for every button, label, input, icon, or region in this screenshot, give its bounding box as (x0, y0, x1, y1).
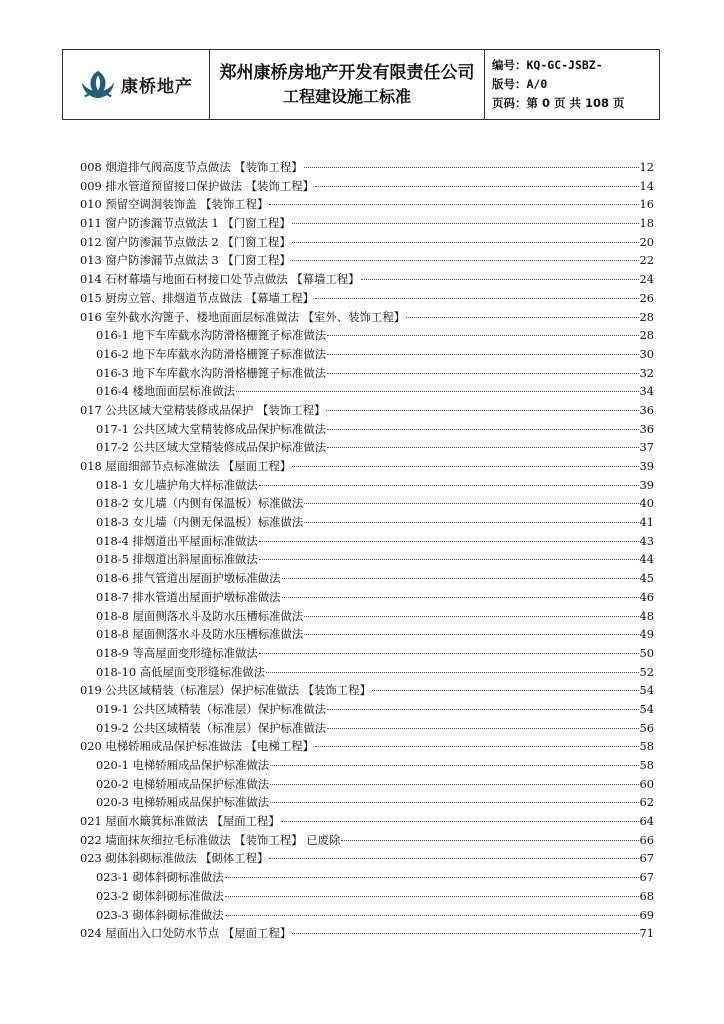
toc-entry-page: 37 (639, 440, 654, 455)
toc-leader-dots (372, 690, 639, 691)
toc-leader-dots (327, 429, 638, 430)
toc-entry[interactable] (80, 439, 654, 458)
toc-entry[interactable] (80, 234, 654, 253)
header-title-block (210, 50, 485, 119)
toc-leader-dots (270, 802, 638, 803)
toc-entry[interactable] (80, 907, 654, 926)
toc-entry-title: 024 屋面出入口处防水节点 【屋面工程】 (80, 926, 292, 941)
toc-entry[interactable] (80, 290, 654, 309)
toc-entry[interactable] (80, 738, 654, 757)
toc-entry[interactable] (80, 159, 654, 178)
toc-entry-page: 36 (639, 421, 654, 436)
toc-entry-page: 12 (639, 160, 654, 174)
toc-entry-title: 011 窗户防渗漏节点做法 1 【门窗工程】 (80, 216, 291, 231)
toc-entry-page: 22 (639, 253, 654, 268)
toc-entry[interactable] (80, 533, 654, 552)
toc-entry-page: 58 (639, 758, 654, 772)
toc-entry-page: 49 (639, 627, 654, 642)
toc-entry-page: 44 (639, 552, 654, 567)
toc-entry-title: 020-2 电梯轿厢成品保护标准做法 (96, 776, 270, 791)
toc-entry-title: 018-10 高低屋面变形缝标准做法 (96, 664, 266, 679)
toc-entry[interactable] (80, 832, 654, 851)
toc-entry[interactable] (80, 421, 654, 440)
version-value: A/0 (526, 77, 548, 91)
toc-entry[interactable] (80, 888, 654, 907)
kangqiao-logo-icon (79, 68, 117, 102)
toc-entry-page: 69 (639, 907, 654, 922)
toc-leader-dots (327, 354, 638, 355)
toc-entry[interactable] (80, 664, 654, 683)
toc-leader-dots (326, 410, 638, 411)
toc-entry[interactable] (80, 682, 654, 701)
toc-leader-dots (361, 279, 639, 280)
toc-entry-page: 50 (639, 645, 654, 660)
toc-leader-dots (327, 709, 638, 710)
toc-leader-dots (225, 915, 639, 916)
toc-entry-page: 52 (639, 664, 654, 679)
toc-entry-page: 16 (639, 197, 654, 212)
toc-entry[interactable] (80, 458, 654, 477)
toc-entry-page: 28 (639, 328, 654, 343)
toc-entry-page: 36 (639, 402, 654, 417)
toc-entry-page: 71 (639, 926, 654, 941)
toc-entry-page: 28 (639, 309, 654, 324)
toc-entry-title: 019 公共区域精装（标准层）保护标准做法 【装饰工程】 (80, 683, 371, 698)
document-meta (485, 50, 659, 119)
toc-entry[interactable] (80, 477, 654, 496)
toc-entry-title: 018-8 屋面侧落水斗及防水压槽标准做法 (96, 627, 304, 642)
toc-entry[interactable] (80, 626, 654, 645)
toc-leader-dots (292, 223, 639, 224)
code-value: KQ-GC-JSBZ- (526, 58, 603, 72)
toc-entry[interactable] (80, 383, 654, 402)
toc-entry-page: 67 (639, 851, 654, 866)
toc-entry[interactable] (80, 925, 654, 944)
toc-leader-dots (281, 821, 639, 822)
toc-leader-dots (292, 466, 638, 467)
document-header (62, 49, 660, 120)
toc-leader-dots (315, 186, 638, 187)
toc-entry[interactable] (80, 813, 654, 832)
toc-leader-dots (236, 391, 639, 392)
toc-entry-title: 014 石材幕墙与地面石材接口处节点做法 【幕墙工程】 (80, 272, 360, 287)
toc-entry-page: 45 (639, 571, 654, 586)
toc-entry-title: 023-2 砌体斜砌标准做法 (96, 888, 224, 903)
toc-entry[interactable] (80, 327, 654, 346)
toc-entry-page: 56 (639, 720, 654, 735)
toc-entry-title: 023-3 砌体斜砌标准做法 (96, 907, 224, 922)
toc-entry-title: 017 公共区域大堂精装修成品保护 【装饰工程】 (80, 402, 326, 417)
toc-entry-title: 018-2 女儿墙（内侧有保温板）标准做法 (96, 496, 304, 511)
toc-leader-dots (315, 298, 638, 299)
toc-leader-dots (269, 204, 638, 205)
toc-entry-title: 017-1 公共区域大堂精装修成品保护标准做法 (96, 421, 327, 436)
toc-entry-title: 021 屋面水簸箕标准做法 【屋面工程】 (80, 814, 280, 829)
toc-entry[interactable] (80, 178, 654, 197)
toc-leader-dots (259, 559, 639, 560)
toc-entry-title: 016 室外截水沟篦子、楼地面面层标准做法 【室外、装饰工程】 (80, 309, 406, 324)
toc-leader-dots (304, 522, 638, 523)
toc-entry-page: 39 (639, 477, 654, 492)
toc-entry-page: 46 (639, 589, 654, 604)
toc-entry-title: 018-9 等高屋面变形缝标准做法 (96, 645, 258, 660)
toc-leader-dots (225, 877, 639, 878)
toc-entry[interactable] (80, 514, 654, 533)
toc-entry-page: 68 (639, 888, 654, 903)
toc-entry-page: 14 (639, 178, 654, 193)
toc-entry-page: 40 (639, 496, 654, 511)
toc-entry-page: 64 (639, 814, 654, 829)
toc-entry[interactable] (80, 570, 654, 589)
toc-entry-title: 016-4 楼地面面层标准做法 (96, 384, 235, 399)
toc-entry-title: 016-2 地下车库截水沟防滑格栅篦子标准做法 (96, 346, 327, 361)
logo-text: 康桥地产 (121, 77, 193, 97)
toc-entry[interactable] (80, 215, 654, 234)
toc-entry-title: 018-8 屋面侧落水斗及防水压槽标准做法 (96, 608, 304, 623)
toc-leader-dots (225, 896, 639, 897)
toc-entry-page: 54 (639, 701, 654, 716)
toc-entry[interactable] (80, 608, 654, 627)
toc-entry-title: 012 窗户防渗漏节点做法 2 【门窗工程】 (80, 234, 291, 249)
toc-leader-dots (304, 503, 638, 504)
toc-entry[interactable] (80, 589, 654, 608)
toc-leader-dots (259, 653, 639, 654)
toc-entry-title: 018-3 女儿墙（内侧无保温板）标准做法 (96, 515, 304, 530)
table-of-contents (80, 159, 654, 944)
toc-entry[interactable] (80, 402, 654, 421)
toc-leader-dots (304, 616, 638, 617)
toc-entry[interactable] (80, 757, 654, 776)
toc-entry-page: 58 (639, 739, 654, 754)
toc-leader-dots (327, 728, 638, 729)
toc-entry[interactable] (80, 720, 654, 739)
toc-entry-page: 32 (639, 365, 654, 380)
toc-leader-dots (304, 634, 638, 635)
toc-leader-dots (292, 242, 639, 243)
toc-entry-page: 67 (639, 870, 654, 885)
toc-entry[interactable] (80, 196, 654, 215)
toc-entry-title: 019-1 公共区域精装（标准层）保护标准做法 (96, 701, 327, 716)
toc-entry-title: 009 排水管道预留接口保护做法 【装饰工程】 (80, 178, 315, 193)
toc-leader-dots (406, 317, 638, 318)
toc-leader-dots (327, 373, 638, 374)
toc-entry-page: 62 (639, 795, 654, 810)
toc-leader-dots (266, 672, 638, 673)
toc-entry-page: 48 (639, 608, 654, 623)
toc-entry-title: 018-1 女儿墙护角大样标准做法 (96, 477, 258, 492)
company-logo (63, 50, 210, 119)
toc-leader-dots (259, 541, 639, 542)
toc-entry-page: 26 (639, 290, 654, 305)
toc-leader-dots (341, 840, 638, 841)
toc-entry-page: 39 (639, 459, 654, 473)
toc-leader-dots (292, 260, 639, 261)
company-name: 郑州康桥房地产开发有限责任公司 (219, 62, 475, 83)
toc-entry-title: 020-1 电梯轿厢成品保护标准做法 (96, 758, 270, 772)
toc-entry[interactable] (80, 794, 654, 813)
toc-entry-page: 41 (639, 515, 654, 530)
toc-leader-dots (282, 578, 639, 579)
toc-entry[interactable] (80, 850, 654, 869)
toc-leader-dots (270, 765, 638, 766)
toc-entry[interactable] (80, 309, 654, 328)
toc-entry-page: 66 (639, 832, 654, 847)
document-subtitle: 工程建设施工标准 (282, 86, 411, 106)
toc-entry-title: 020 电梯轿厢成品保护标准做法 【电梯工程】 (80, 739, 315, 754)
toc-entry[interactable] (80, 551, 654, 570)
toc-entry-page: 24 (639, 272, 654, 287)
toc-entry-title: 018-4 排烟道出平屋面标准做法 (96, 533, 258, 548)
version-label: 版号： (492, 77, 527, 91)
code-label: 编号： (492, 58, 527, 72)
toc-entry-page: 43 (639, 533, 654, 548)
toc-entry-title: 013 窗户防渗漏节点做法 3 【门窗工程】 (80, 253, 291, 268)
toc-leader-dots (304, 167, 639, 168)
toc-entry[interactable] (80, 776, 654, 795)
toc-leader-dots (315, 746, 638, 747)
version-line (492, 75, 659, 94)
toc-entry-title: 008 烟道排气阀高度节点做法 【装饰工程】 (80, 160, 303, 174)
toc-entry[interactable] (80, 495, 654, 514)
toc-entry-title: 023 砌体斜砌标准做法 【砌体工程】 (80, 851, 269, 866)
toc-entry-title: 017-2 公共区域大堂精装修成品保护标准做法 (96, 440, 327, 455)
toc-entry-title: 018-6 排气管道出屋面护墩标准做法 (96, 571, 281, 586)
toc-entry-page: 60 (639, 776, 654, 791)
page-info: 页码：第 0 页 共 108 页 (492, 96, 625, 110)
toc-entry-title: 023-1 砌体斜砌标准做法 (96, 870, 224, 885)
toc-entry-title: 020-3 电梯轿厢成品保护标准做法 (96, 795, 270, 810)
toc-entry[interactable] (80, 346, 654, 365)
toc-leader-dots (270, 784, 638, 785)
toc-entry-title: 010 预留空调洞装饰盖 【装饰工程】 (80, 197, 269, 212)
toc-entry-page: 34 (639, 384, 654, 399)
code-line (492, 56, 659, 75)
toc-entry[interactable] (80, 252, 654, 271)
toc-leader-dots (292, 933, 638, 934)
toc-entry-title: 016-3 地下车库截水沟防滑格栅篦子标准做法 (96, 365, 327, 380)
toc-entry-page: 54 (639, 683, 654, 698)
toc-entry[interactable] (80, 271, 654, 290)
toc-entry-page: 18 (639, 216, 654, 231)
toc-entry-title: 016-1 地下车库截水沟防滑格栅篦子标准做法 (96, 328, 327, 343)
toc-entry-title: 019-2 公共区域精装（标准层）保护标准做法 (96, 720, 327, 735)
toc-entry-page: 20 (639, 234, 654, 249)
toc-entry-title: 018-7 排水管道出屋面护墩标准做法 (96, 589, 281, 604)
toc-leader-dots (282, 597, 639, 598)
toc-leader-dots (327, 447, 638, 448)
toc-entry[interactable] (80, 365, 654, 384)
toc-entry[interactable] (80, 869, 654, 888)
toc-leader-dots (327, 335, 638, 336)
toc-entry-title: 018 屋面细部节点标准做法 【屋面工程】 (80, 459, 292, 473)
toc-entry-page: 30 (639, 346, 654, 361)
toc-leader-dots (259, 485, 639, 486)
toc-entry-title: 022 墙面抹灰细拉毛标准做法 【装饰工程】 已废除 (80, 832, 341, 847)
toc-entry[interactable] (80, 645, 654, 664)
toc-entry[interactable] (80, 701, 654, 720)
toc-entry-title: 015 厨房立管、排烟道节点做法 【幕墙工程】 (80, 290, 315, 305)
toc-entry-title: 018-5 排烟道出斜屋面标准做法 (96, 552, 258, 567)
toc-leader-dots (269, 858, 638, 859)
